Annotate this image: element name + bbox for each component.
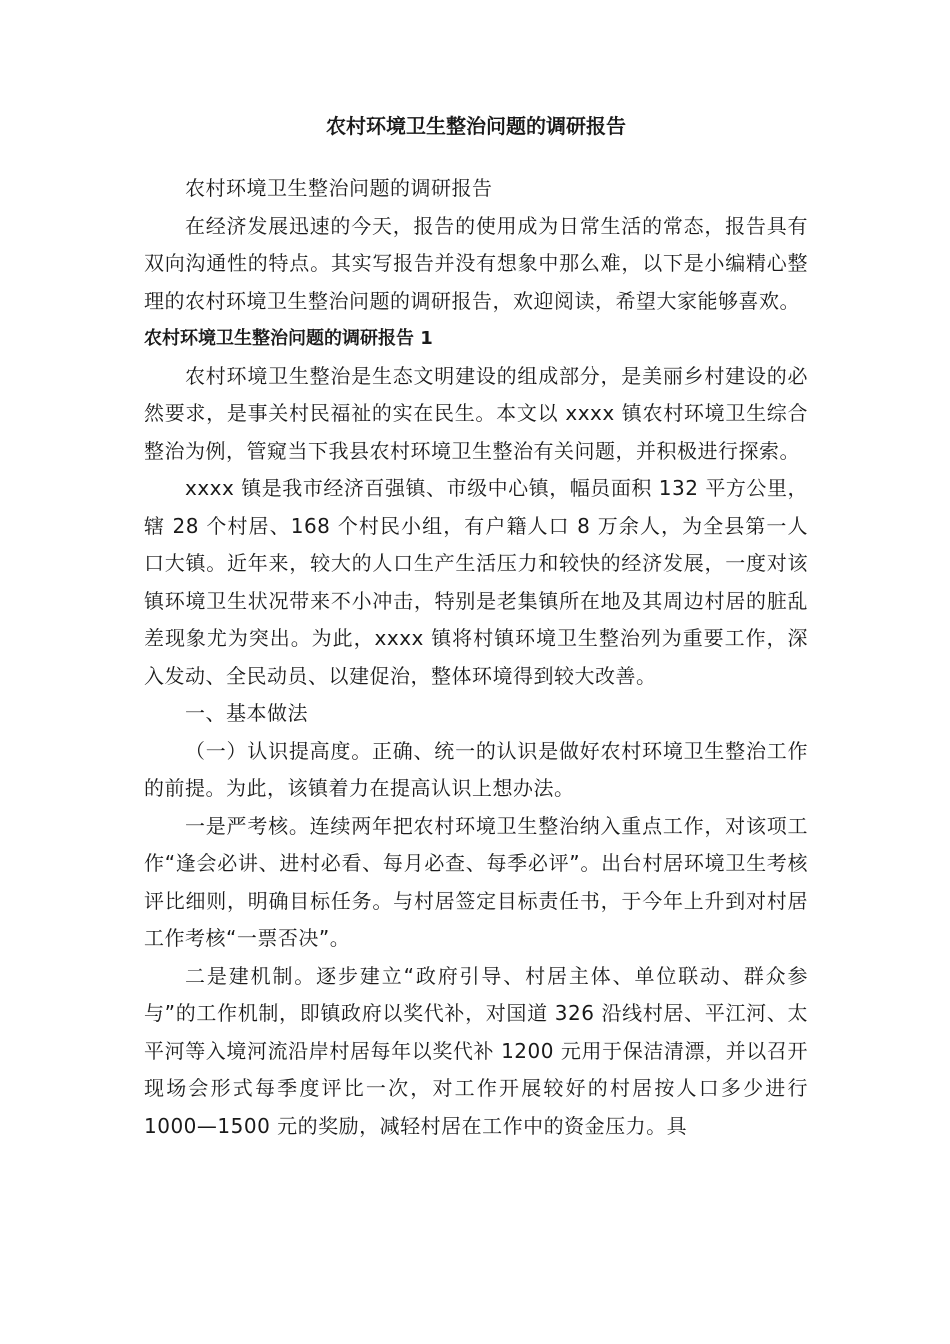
body-paragraph: xxxx 镇是我市经济百强镇、市级中心镇，幅员面积 132 平方公里，辖 28 个村居、168 个村民小组，有户籍人口 8 万余人，为全县第一人口大镇。近年来，较大的人口生产生活压力和较快的经济发展，一度对该镇环境卫生状况带来不小冲击，特别是老集镇所在地及其周边村居的脏乱差现象尤为突出。为此，xxxx 镇将村镇环境卫生整治列为重要工作，深入发动、全民动员、以建促治，整体环境得到较大改善。 [144,476,808,688]
subtitle-paragraph: 农村环境卫生整治问题的调研报告 [185,176,493,200]
document-title: 农村环境卫生整治问题的调研报告 [326,114,626,138]
body-paragraph: 二是建机制。逐步建立“政府引导、村居主体、单位联动、群众参与”的工作机制，即镇政府以奖代补，对国道 326 沿线村居、平江河、太平河等入境河流沿岸村居每年以奖代补 1200 元用于保洁清漂，并以召开现场会形式每季度评比一次，对工作开展较好的村居按人口多少进行 1000—1500 元的奖励，减轻村居在工作中的资金压力。具 [144,963,808,1138]
body-paragraph: 农村环境卫生整治是生态文明建设的组成部分，是美丽乡村建设的必然要求，是事关村民福祉的实在民生。本文以 xxxx 镇农村环境卫生综合整治为例，管窥当下我县农村环境卫生整治有关问题，并积极进行探索。 [144,363,808,463]
section-heading: 农村环境卫生整治问题的调研报告 1 [144,328,433,349]
body-paragraph: （一）认识提高度。正确、统一的认识是做好农村环境卫生整治工作的前提。为此，该镇着力在提高认识上想办法。 [144,738,808,800]
intro-paragraph: 在经济发展迅速的今天，报告的使用成为日常生活的常态，报告具有双向沟通性的特点。其实写报告并没有想象中那么难，以下是小编精心整理的农村环境卫生整治问题的调研报告，欢迎阅读，希望大家能够喜欢。 [144,213,808,313]
document-body [144,170,808,1145]
body-paragraph: 一是严考核。连续两年把农村环境卫生整治纳入重点工作，对该项工作“逢会必讲、进村必看、每月必查、每季必评”。出台村居环境卫生考核评比细则，明确目标任务。与村居签定目标责任书，于今年上升到对村居工作考核“一票否决”。 [144,813,808,950]
subsection-heading: 一、基本做法 [185,701,308,725]
